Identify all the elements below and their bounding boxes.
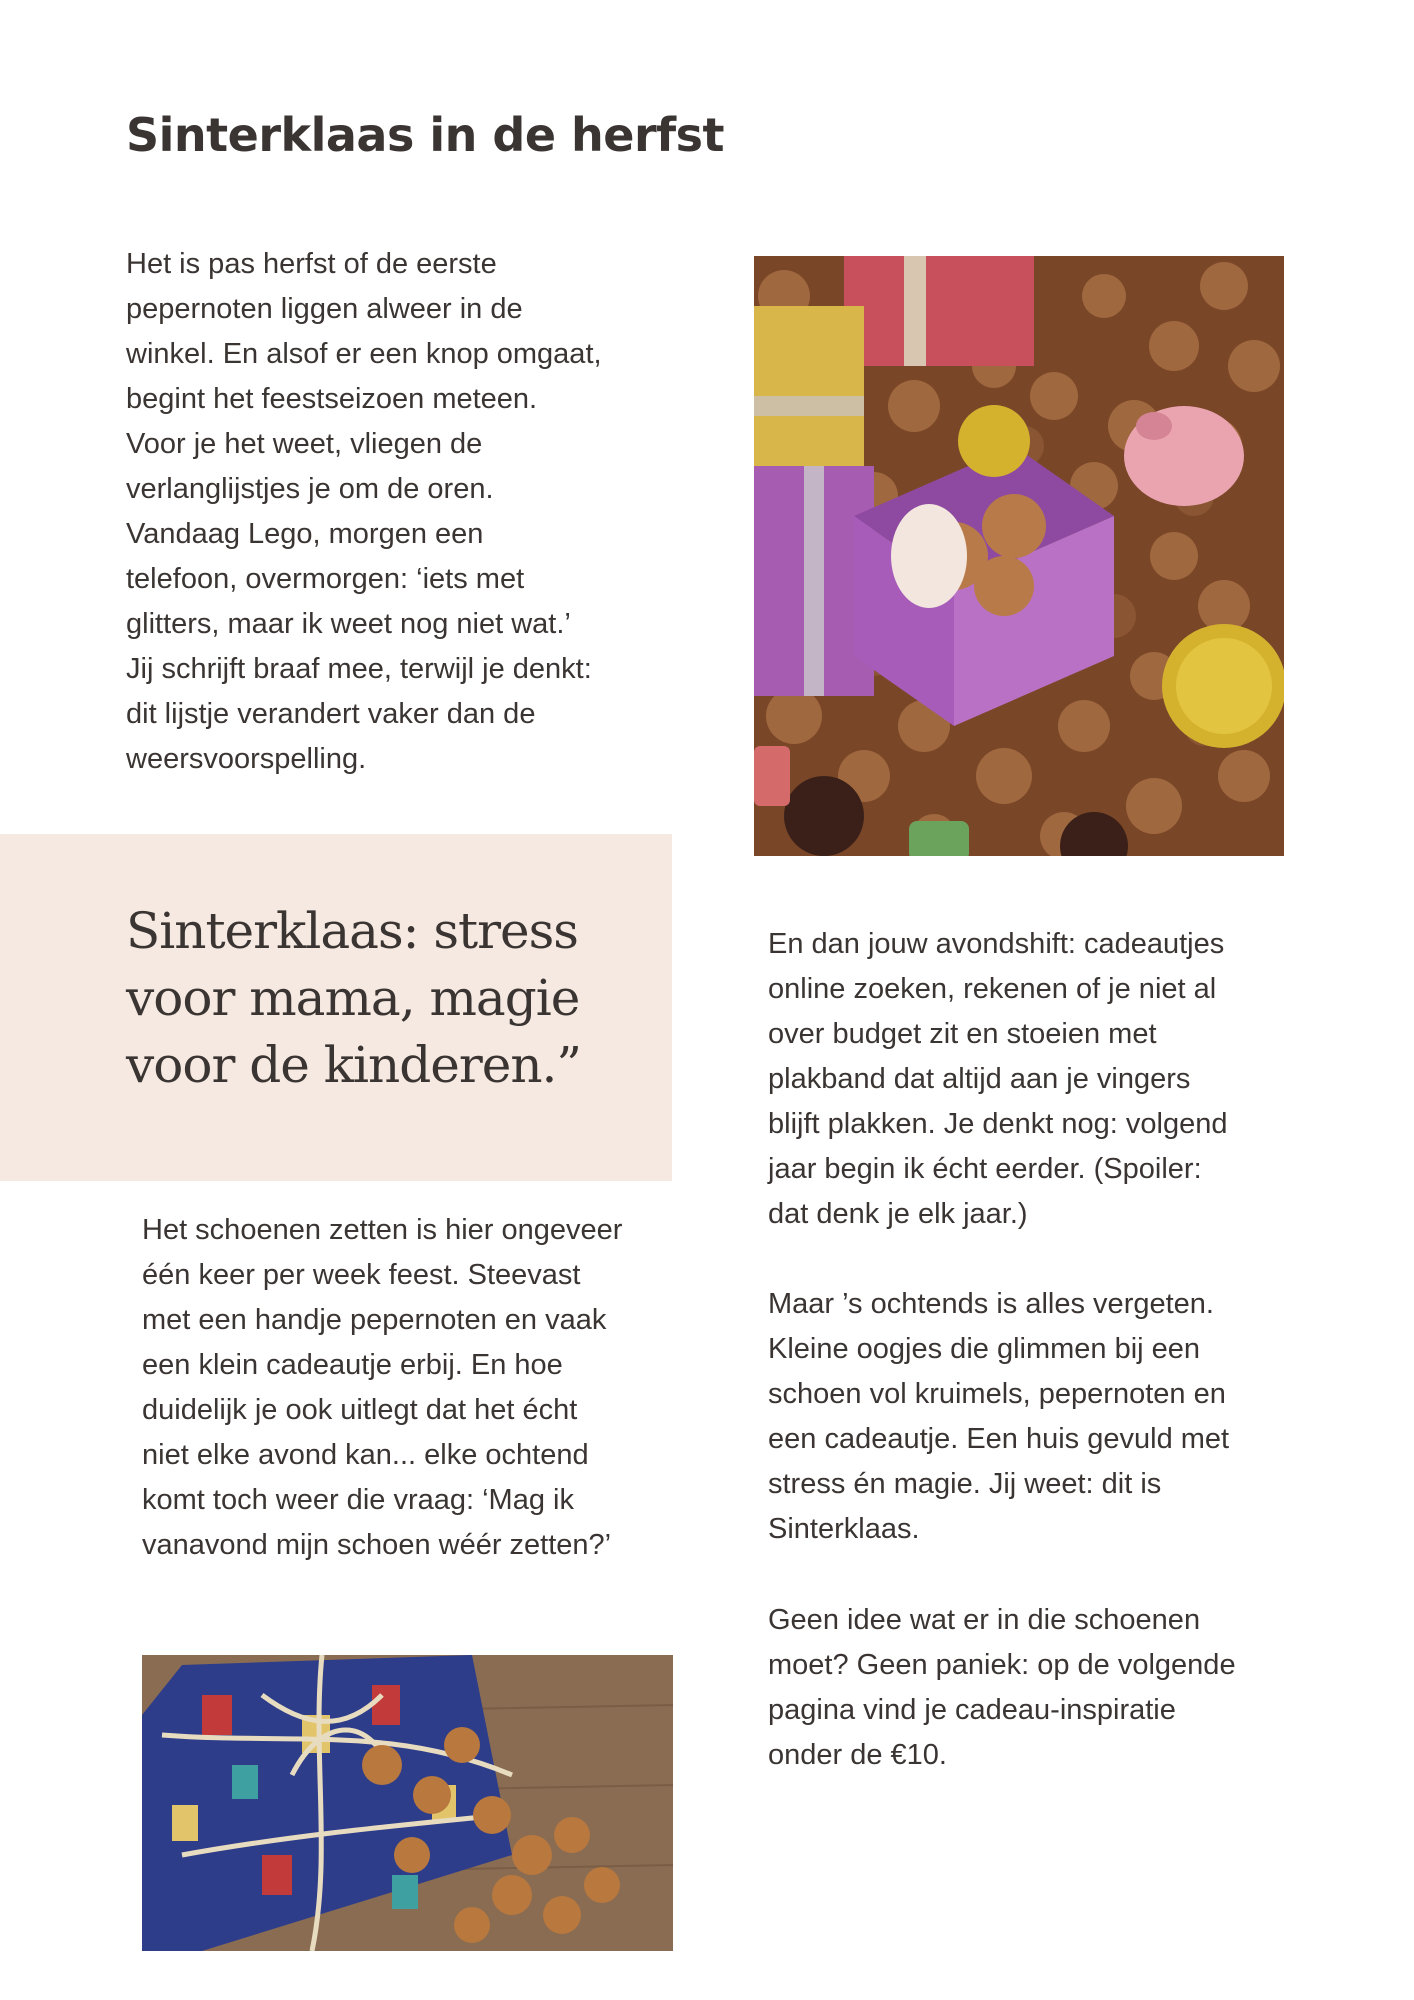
pull-quote: Sinterklaas: stress voor mama, magie voor de kinderen.”	[126, 902, 581, 1094]
wrapped-gift-pepernoten-photo	[142, 1655, 673, 1951]
paragraph-shoe-setting: Het schoenen zetten is hier ongeveer één keer per week feest. Steevast met een handje pepernoten en vaak een klein cadeautje erbij. En hoe duidelijk je ook uitlegt dat het écht niet elke avond kan... elke ochtend komt toch weer die vraag: ‘Mag ik vanavond mijn schoen wéér zetten?’	[142, 1214, 623, 1561]
intro-paragraph: Het is pas herfst of de eerste pepernoten liggen alweer in de winkel. En alsof er een knop omgaat, begint het feestseizoen meteen. Voor je het weet, vliegen de verlanglijstjes je om de oren. Vandaag Lego, morgen een telefoon, overmorgen: ‘iets met glitters, maar ik weet nog niet wat.’ Jij schrijft braaf mee, terwijl je denkt: dit lijstje verandert vaker dan de weersvoorspelling.	[126, 248, 602, 775]
page-title: Sinterklaas in de herfst	[126, 108, 725, 162]
paragraph-evening-shift: En dan jouw avondshift: cadeautjes online zoeken, rekenen of je niet al over budget zit en stoeien met plakband dat altijd aan je vingers blijft plakken. Je denkt nog: volgend jaar begin ik écht eerder. (Spoiler: dat denk je elk jaar.)	[768, 928, 1228, 1230]
paragraph-gift-inspiration: Geen idee wat er in die schoenen moet? Geen paniek: op de volgende pagina vind je cadeau-inspiratie onder de €10.	[768, 1604, 1236, 1771]
paragraph-morning-magic: Maar ’s ochtends is alles vergeten. Kleine oogjes die glimmen bij een schoen vol kruimels, pepernoten en een cadeautje. Een huis gevuld met stress én magie. Jij weet: dit is Sinterklaas.	[768, 1288, 1230, 1545]
pull-quote-box	[0, 834, 672, 1181]
pepernoten-gift-boxes-photo	[754, 256, 1284, 856]
